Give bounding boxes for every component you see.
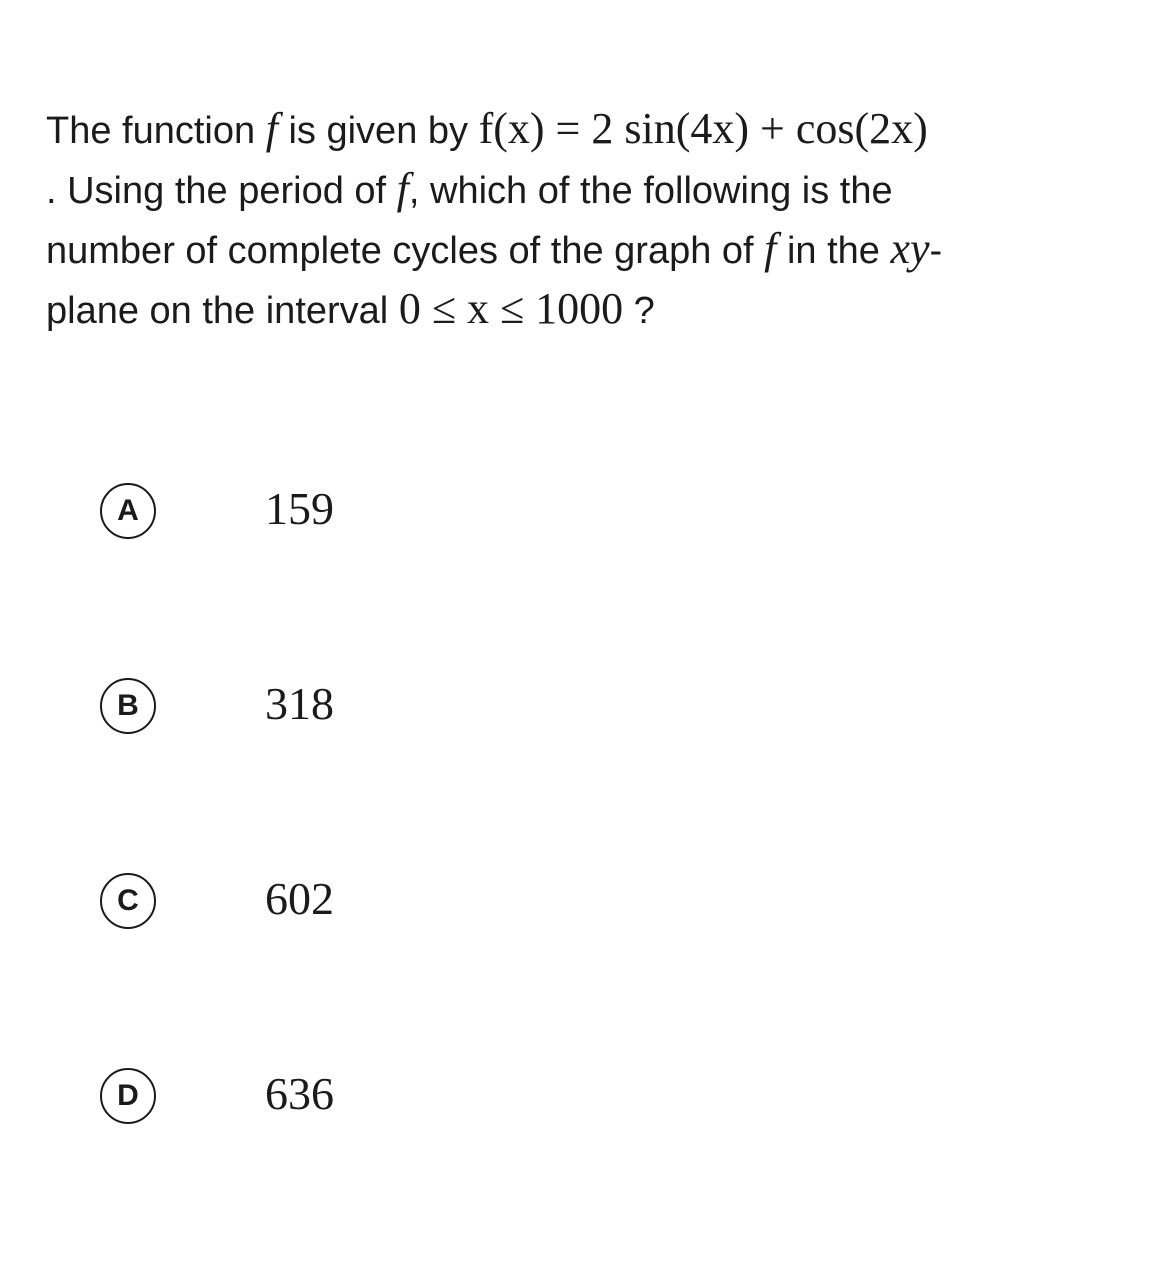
question-text-fragment: in the bbox=[776, 230, 891, 272]
question-text-fragment: number of complete cycles of the graph of bbox=[46, 230, 765, 272]
choice-c[interactable] bbox=[100, 869, 700, 929]
math-expression: f bbox=[764, 224, 777, 273]
question-text-fragment: . Using the period of bbox=[46, 170, 397, 212]
choice-c-value: 602 bbox=[265, 873, 334, 924]
choice-b-value: 318 bbox=[265, 678, 334, 729]
question-text-fragment: plane on the interval bbox=[46, 290, 399, 332]
choice-b[interactable] bbox=[100, 674, 700, 734]
choice-b-letter-badge: B bbox=[100, 678, 156, 734]
function-definition: f(x) = 2 sin(4x) + cos(2x) bbox=[478, 104, 928, 153]
choice-a-letter-badge: A bbox=[100, 483, 156, 539]
math-expression: xy bbox=[890, 224, 930, 273]
choice-d[interactable] bbox=[100, 1064, 700, 1124]
math-expression: f bbox=[265, 104, 278, 153]
question-text-fragment: - bbox=[929, 230, 943, 272]
choice-a-value: 159 bbox=[265, 483, 334, 534]
choice-d-value: 636 bbox=[265, 1068, 334, 1119]
question-line-3 bbox=[46, 220, 1126, 280]
question-line-4 bbox=[46, 280, 1126, 340]
interval-expression: 0 ≤ x ≤ 1000 bbox=[398, 284, 624, 333]
choice-a[interactable] bbox=[100, 479, 700, 539]
choice-c-letter-badge: C bbox=[100, 873, 156, 929]
question-line-1 bbox=[46, 100, 1126, 160]
question-text-fragment: The function bbox=[46, 110, 266, 152]
question-text-fragment: ? bbox=[623, 290, 655, 332]
choice-d-letter-badge: D bbox=[100, 1068, 156, 1124]
question-text bbox=[46, 100, 1126, 340]
question-line-2 bbox=[46, 160, 1126, 220]
question-text-fragment: is given by bbox=[277, 110, 479, 152]
question-text-fragment: , which of the following is the bbox=[408, 170, 893, 212]
math-expression: f bbox=[396, 164, 409, 213]
